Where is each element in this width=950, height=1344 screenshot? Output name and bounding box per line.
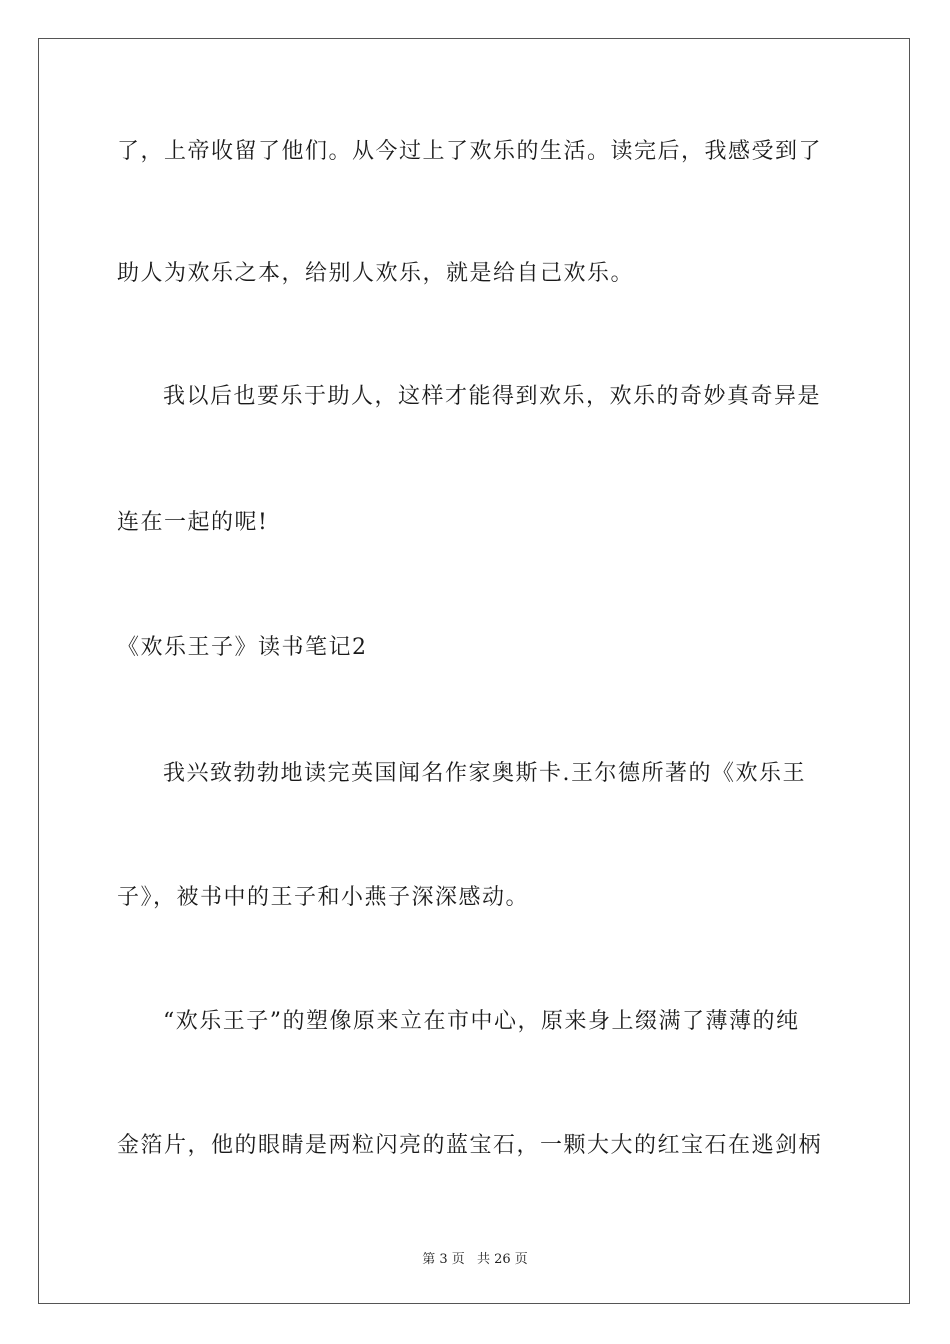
total-pages: 共 26 页 — [476, 1252, 528, 1267]
paragraph-line: 我兴致勃勃地读完英国闻名作家奥斯卡.王尔德所著的《欢乐王 — [163, 761, 806, 786]
paragraph-line: 我以后也要乐于助人，这样才能得到欢乐，欢乐的奇妙真奇异是 — [163, 384, 822, 409]
page-border — [38, 38, 910, 1304]
section-heading: 《欢乐王子》读书笔记2 — [117, 635, 368, 660]
paragraph-line: 了，上帝收留了他们。从今过上了欢乐的生活。读完后，我感受到了 — [117, 139, 823, 164]
paragraph-line: 连在一起的呢! — [117, 510, 269, 535]
page-footer — [0, 1248, 950, 1267]
paragraph-line: “欢乐王子”的塑像原来立在市中心，原来身上缀满了薄薄的纯 — [163, 1009, 800, 1034]
paragraph-line: 子》，被书中的王子和小燕子深深感动。 — [117, 885, 530, 910]
page-number: 第 3 页 — [422, 1252, 465, 1267]
paragraph-line: 金箔片，他的眼睛是两粒闪亮的蓝宝石，一颗大大的红宝石在逃剑柄 — [117, 1133, 823, 1158]
paragraph-line: 助人为欢乐之本，给别人欢乐，就是给自己欢乐。 — [117, 261, 635, 286]
